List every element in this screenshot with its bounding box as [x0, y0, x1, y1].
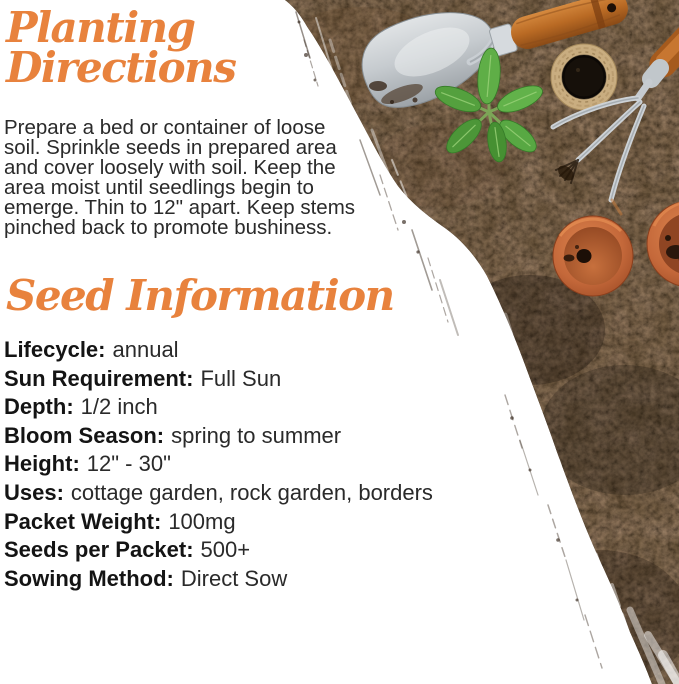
info-row-packet-weight	[4, 508, 474, 537]
planting-directions-body: Prepare a bed or container of loose soil. Sprinkle seeds in prepared area and cover loosely with soil. Keep the area moist until seedlings begin to emerge. Thin to 12" apart. Keep stems pinched back to promote bushiness.	[4, 116, 356, 239]
info-row-uses	[4, 479, 474, 508]
info-label: Depth:	[4, 394, 74, 420]
info-label: Lifecycle:	[4, 337, 106, 362]
info-row-sun-requirement	[4, 365, 474, 394]
info-value: 100mg	[168, 508, 236, 534]
info-label: Sun Requirement:	[4, 365, 194, 391]
planting-directions-title	[6, 3, 236, 92]
info-label: Uses:	[4, 479, 64, 505]
info-value: spring to summer	[171, 422, 342, 448]
info-row-bloom-season	[4, 422, 474, 451]
info-value: 500+	[200, 537, 251, 563]
info-row-sowing-method	[4, 565, 474, 594]
terracotta-pot-illustration	[553, 216, 633, 296]
info-row-seeds-per-packet	[4, 536, 474, 565]
info-value: Full Sun	[200, 365, 282, 391]
info-value: annual	[112, 337, 179, 362]
twine-ring-illustration	[551, 44, 617, 110]
info-label: Bloom Season:	[4, 422, 165, 448]
info-label: Packet Weight:	[4, 508, 162, 534]
info-label: Height:	[4, 451, 80, 477]
seed-information-title: Seed Information	[6, 271, 394, 320]
info-label: Seeds per Packet:	[4, 537, 194, 563]
title-line-1: Planting	[6, 3, 195, 52]
info-value: Direct Sow	[180, 565, 288, 591]
seed-info-list	[4, 336, 474, 593]
info-row-height	[4, 450, 474, 479]
info-value: 1/2 inch	[80, 394, 158, 420]
info-row-depth	[4, 393, 474, 422]
info-label: Sowing Method:	[4, 565, 174, 591]
title-line-2: Directions	[6, 43, 236, 92]
info-value: cottage garden, rock garden, borders	[70, 479, 433, 505]
info-value: 12" - 30"	[86, 451, 171, 477]
info-row-lifecycle	[4, 336, 474, 365]
